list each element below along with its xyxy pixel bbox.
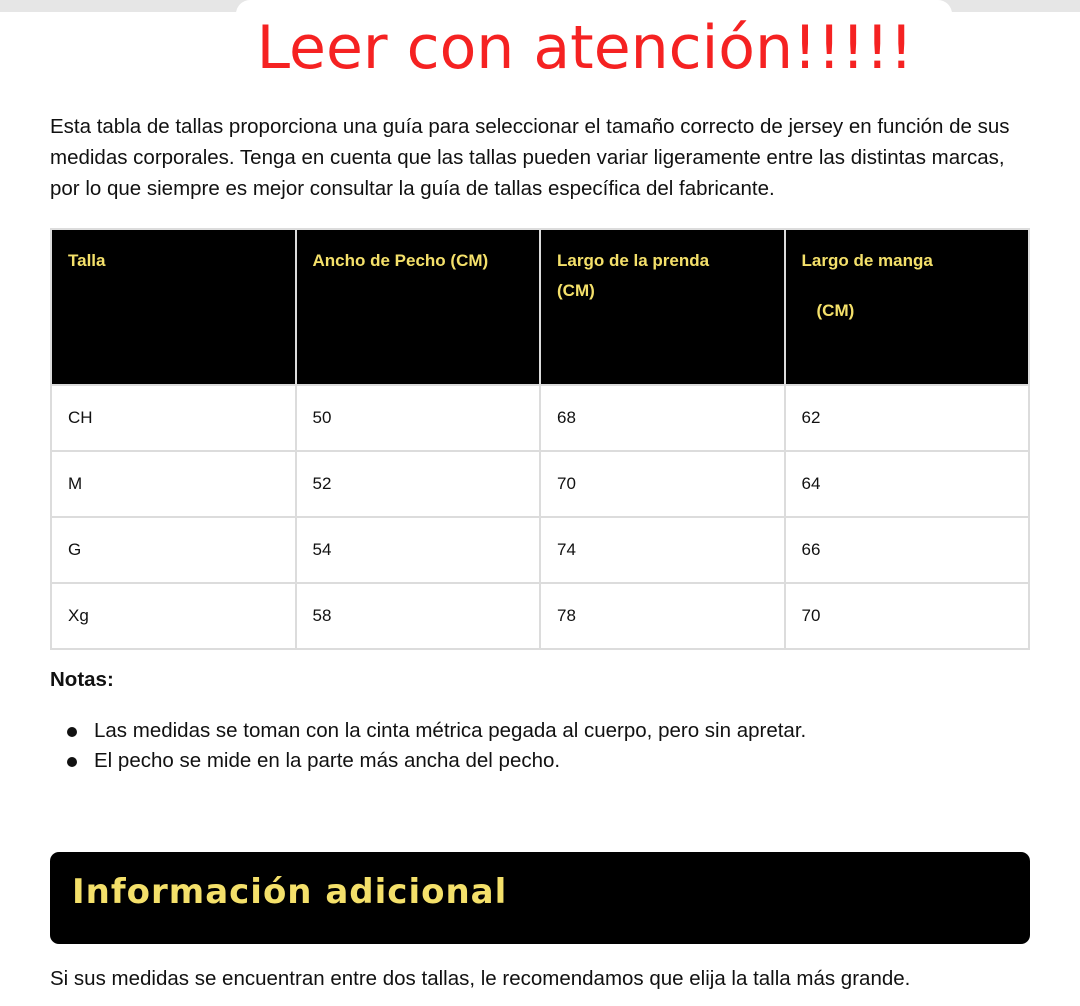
page-title: Leer con atención!!!!! — [256, 13, 914, 83]
header-largo-manga — [785, 229, 1030, 385]
info-text: Si sus medidas se encuentran entre dos tallas, le recomendamos que elija la talla más grande. — [50, 967, 911, 990]
header-largo-prenda — [540, 229, 785, 385]
header-largo-manga-line1: Largo de manga — [801, 251, 933, 270]
cell-talla: M — [51, 451, 296, 517]
header-ancho-pecho: Ancho de Pecho (CM) — [296, 229, 541, 385]
cell-talla: Xg — [51, 583, 296, 649]
note-text: El pecho se mide en la parte más ancha del pecho. — [94, 749, 561, 772]
cell-manga: 70 — [785, 583, 1030, 649]
cell-manga: 64 — [785, 451, 1030, 517]
table-row — [51, 451, 1029, 517]
info-banner — [50, 852, 1030, 944]
cell-largo: 74 — [540, 517, 785, 583]
note-text: Las medidas se toman con la cinta métrica pegada al cuerpo, pero sin apretar. — [94, 719, 807, 742]
bullet-icon — [67, 757, 77, 767]
cell-talla: G — [51, 517, 296, 583]
header-largo-prenda-line1: Largo de la prenda — [557, 251, 710, 270]
cell-manga: 66 — [785, 517, 1030, 583]
list-item — [50, 716, 1030, 746]
list-item — [50, 746, 1030, 776]
cell-talla: CH — [51, 385, 296, 451]
table-row — [51, 583, 1029, 649]
cell-largo: 70 — [540, 451, 785, 517]
notes-list — [50, 716, 1030, 776]
header-largo-prenda-line2: (CM) — [557, 281, 595, 300]
cell-manga: 62 — [785, 385, 1030, 451]
cell-pecho: 52 — [296, 451, 541, 517]
info-heading: Información adicional — [72, 872, 508, 912]
size-table-header-row — [51, 229, 1029, 385]
bullet-icon — [67, 727, 77, 737]
notes-title: Notas: — [50, 668, 114, 691]
cell-pecho: 54 — [296, 517, 541, 583]
cell-pecho: 58 — [296, 583, 541, 649]
header-largo-manga-line2: (CM) — [816, 301, 855, 320]
table-row — [51, 385, 1029, 451]
cell-largo: 68 — [540, 385, 785, 451]
cell-largo: 78 — [540, 583, 785, 649]
cell-pecho: 50 — [296, 385, 541, 451]
table-row — [51, 517, 1029, 583]
intro-paragraph: Esta tabla de tallas proporciona una guía para seleccionar el tamaño correcto de jersey en función de sus medidas corporales. Tenga en cuenta que las tallas pueden variar ligeramente entre las distintas marcas, por lo que siempre es mejor consultar la guía de tallas específica del fabricante. — [50, 115, 1010, 200]
size-table — [50, 228, 1030, 650]
header-talla: Talla — [51, 229, 296, 385]
